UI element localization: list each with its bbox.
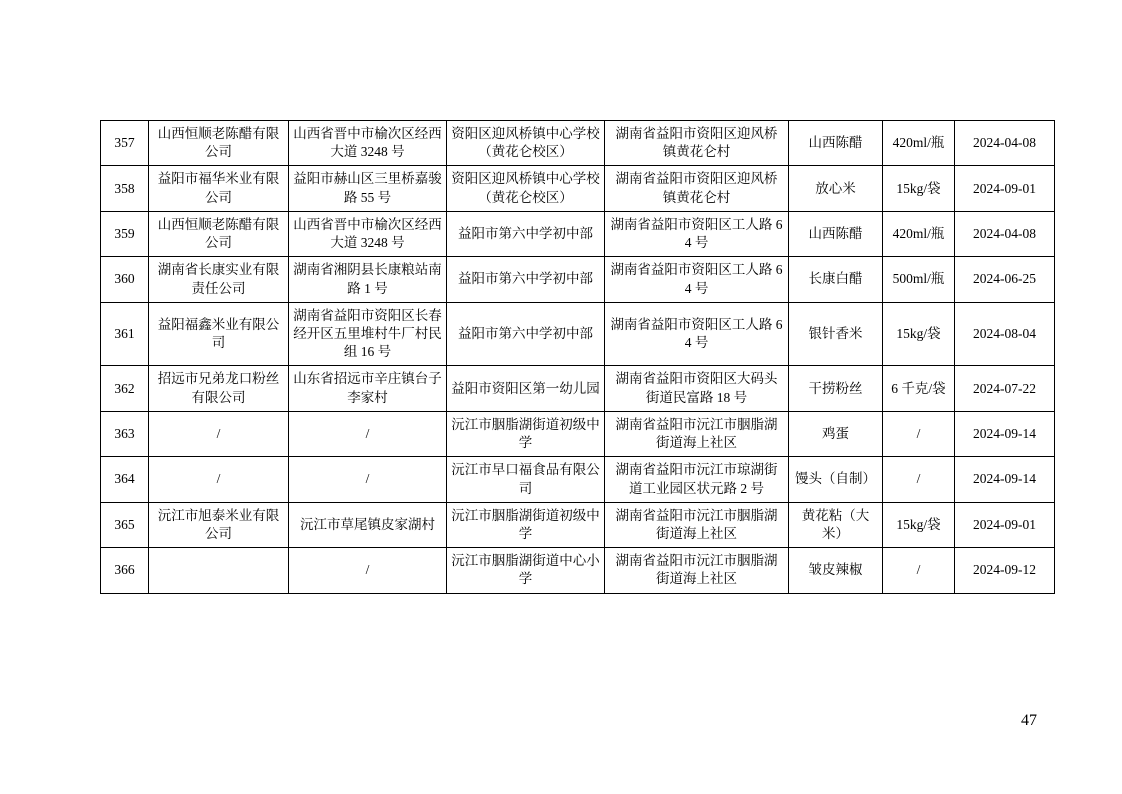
cell-producer-address: / <box>289 457 447 502</box>
cell-inspected-address: 湖南省益阳市资阳区迎风桥镇黄花仑村 <box>605 121 789 166</box>
cell-product: 馒头（自制） <box>789 457 883 502</box>
table-row <box>101 457 1055 502</box>
cell-index: 357 <box>101 121 149 166</box>
cell-spec: 15kg/袋 <box>883 166 955 211</box>
cell-product: 放心米 <box>789 166 883 211</box>
cell-product: 山西陈醋 <box>789 211 883 256</box>
page-number: 47 <box>1021 712 1037 729</box>
cell-producer: 山西恒顺老陈醋有限公司 <box>149 211 289 256</box>
cell-product: 干捞粉丝 <box>789 366 883 411</box>
cell-index: 358 <box>101 166 149 211</box>
cell-producer: / <box>149 457 289 502</box>
cell-date: 2024-09-12 <box>955 548 1055 593</box>
inspection-table <box>100 120 1055 594</box>
cell-producer: 山西恒顺老陈醋有限公司 <box>149 121 289 166</box>
cell-product: 鸡蛋 <box>789 411 883 456</box>
cell-inspected-unit: 益阳市第六中学初中部 <box>447 211 605 256</box>
cell-date: 2024-09-01 <box>955 166 1055 211</box>
cell-inspected-address: 湖南省益阳市资阳区大码头街道民富路 18 号 <box>605 366 789 411</box>
cell-producer-address: / <box>289 411 447 456</box>
cell-index: 359 <box>101 211 149 256</box>
table-row <box>101 166 1055 211</box>
cell-inspected-unit: 资阳区迎风桥镇中心学校（黄花仑校区） <box>447 166 605 211</box>
cell-spec: 420ml/瓶 <box>883 121 955 166</box>
cell-producer-address: 山西省晋中市榆次区经西大道 3248 号 <box>289 211 447 256</box>
cell-producer-address: 沅江市草尾镇皮家湖村 <box>289 502 447 547</box>
table-row <box>101 211 1055 256</box>
cell-spec: 420ml/瓶 <box>883 211 955 256</box>
cell-inspected-address: 湖南省益阳市资阳区工人路 64 号 <box>605 211 789 256</box>
cell-product: 长康白醋 <box>789 257 883 302</box>
cell-spec: 15kg/袋 <box>883 302 955 366</box>
cell-date: 2024-07-22 <box>955 366 1055 411</box>
table-row <box>101 257 1055 302</box>
table-row <box>101 548 1055 593</box>
table-row <box>101 411 1055 456</box>
cell-date: 2024-09-14 <box>955 457 1055 502</box>
cell-spec: / <box>883 457 955 502</box>
cell-inspected-unit: 益阳市资阳区第一幼儿园 <box>447 366 605 411</box>
cell-index: 366 <box>101 548 149 593</box>
cell-spec: 500ml/瓶 <box>883 257 955 302</box>
cell-spec: 15kg/袋 <box>883 502 955 547</box>
cell-index: 365 <box>101 502 149 547</box>
cell-inspected-unit: 益阳市第六中学初中部 <box>447 257 605 302</box>
cell-inspected-address: 湖南省益阳市资阳区工人路 64 号 <box>605 257 789 302</box>
cell-date: 2024-06-25 <box>955 257 1055 302</box>
cell-producer: 益阳市福华米业有限公司 <box>149 166 289 211</box>
cell-producer: 益阳福鑫米业有限公司 <box>149 302 289 366</box>
cell-producer-address: 湖南省湘阴县长康粮站南路 1 号 <box>289 257 447 302</box>
cell-index: 361 <box>101 302 149 366</box>
cell-inspected-unit: 沅江市早口福食品有限公司 <box>447 457 605 502</box>
cell-spec: / <box>883 548 955 593</box>
cell-index: 362 <box>101 366 149 411</box>
cell-date: 2024-04-08 <box>955 211 1055 256</box>
table-row <box>101 302 1055 366</box>
cell-index: 360 <box>101 257 149 302</box>
table-row <box>101 121 1055 166</box>
cell-inspected-address: 湖南省益阳市沅江市琼湖街道工业园区状元路 2 号 <box>605 457 789 502</box>
cell-product: 黄花粘（大米） <box>789 502 883 547</box>
cell-producer: 沅江市旭泰米业有限公司 <box>149 502 289 547</box>
cell-date: 2024-04-08 <box>955 121 1055 166</box>
cell-inspected-address: 湖南省益阳市沅江市胭脂湖街道海上社区 <box>605 411 789 456</box>
table-row <box>101 366 1055 411</box>
cell-inspected-unit: 沅江市胭脂湖街道初级中学 <box>447 411 605 456</box>
inspection-table-container <box>100 120 1036 594</box>
cell-producer: / <box>149 411 289 456</box>
cell-producer: 湖南省长康实业有限责任公司 <box>149 257 289 302</box>
cell-inspected-address: 湖南省益阳市资阳区迎风桥镇黄花仑村 <box>605 166 789 211</box>
cell-inspected-unit: 沅江市胭脂湖街道初级中学 <box>447 502 605 547</box>
table-row <box>101 502 1055 547</box>
cell-inspected-address: 湖南省益阳市沅江市胭脂湖街道海上社区 <box>605 502 789 547</box>
cell-producer <box>149 548 289 593</box>
cell-inspected-unit: 益阳市第六中学初中部 <box>447 302 605 366</box>
cell-index: 364 <box>101 457 149 502</box>
cell-producer: 招远市兄弟龙口粉丝有限公司 <box>149 366 289 411</box>
cell-spec: 6 千克/袋 <box>883 366 955 411</box>
cell-producer-address: 湖南省益阳市资阳区长春经开区五里堆村牛厂村民组 16 号 <box>289 302 447 366</box>
cell-inspected-address: 湖南省益阳市沅江市胭脂湖街道海上社区 <box>605 548 789 593</box>
cell-index: 363 <box>101 411 149 456</box>
cell-producer-address: 益阳市赫山区三里桥嘉骏路 55 号 <box>289 166 447 211</box>
cell-inspected-address: 湖南省益阳市资阳区工人路 64 号 <box>605 302 789 366</box>
cell-inspected-unit: 沅江市胭脂湖街道中心小学 <box>447 548 605 593</box>
cell-inspected-unit: 资阳区迎风桥镇中心学校（黄花仑校区） <box>447 121 605 166</box>
cell-date: 2024-08-04 <box>955 302 1055 366</box>
cell-date: 2024-09-01 <box>955 502 1055 547</box>
cell-producer-address: / <box>289 548 447 593</box>
cell-product: 山西陈醋 <box>789 121 883 166</box>
cell-product: 银针香米 <box>789 302 883 366</box>
cell-producer-address: 山东省招远市辛庄镇台子李家村 <box>289 366 447 411</box>
cell-date: 2024-09-14 <box>955 411 1055 456</box>
cell-spec: / <box>883 411 955 456</box>
cell-product: 皱皮辣椒 <box>789 548 883 593</box>
cell-producer-address: 山西省晋中市榆次区经西大道 3248 号 <box>289 121 447 166</box>
